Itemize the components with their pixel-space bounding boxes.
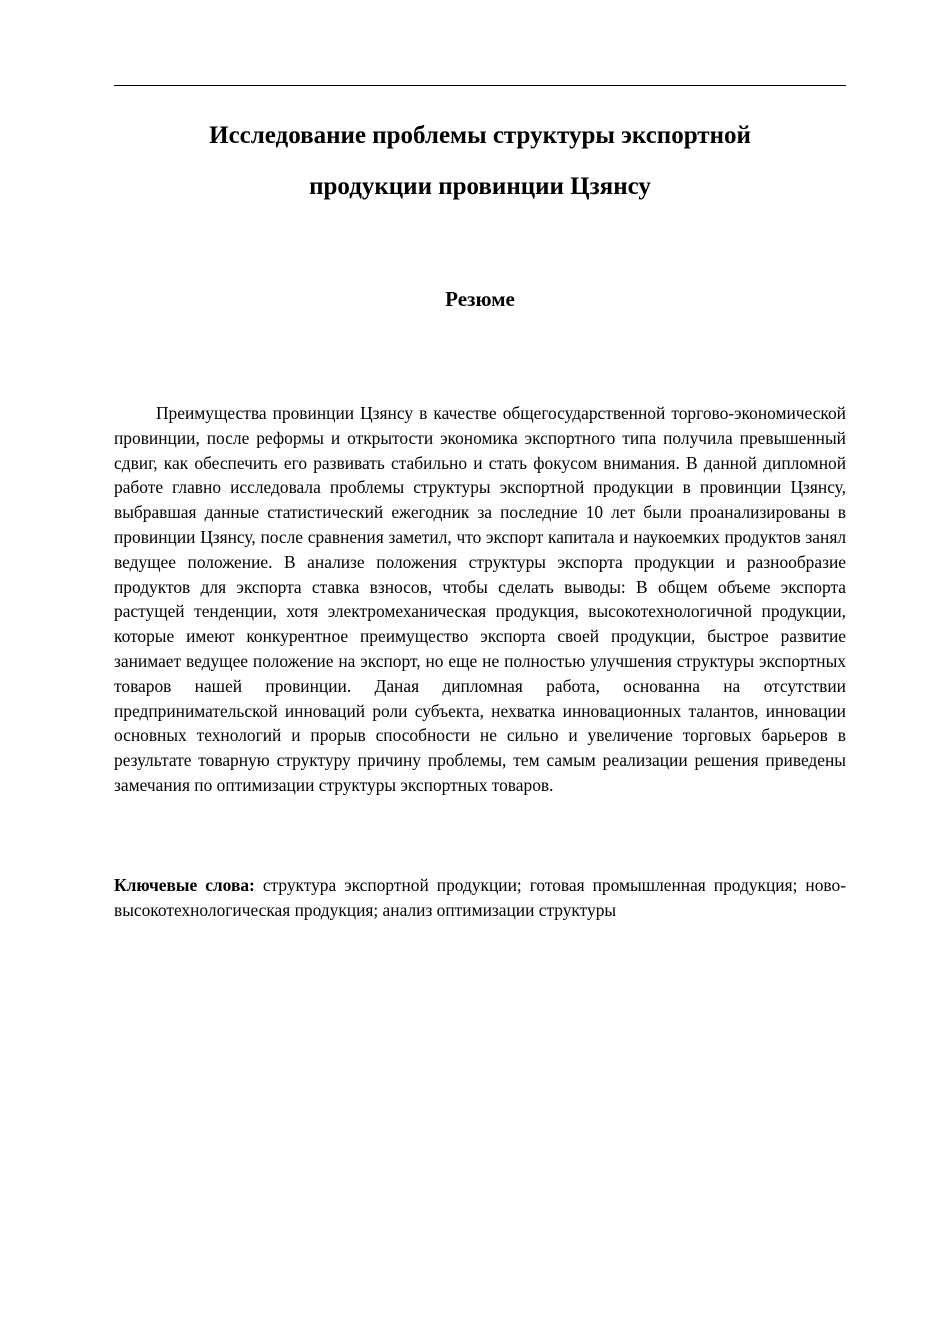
keywords-label: Ключевые слова: bbox=[114, 875, 255, 895]
keywords-text: структура экспортной продукции; готовая промышленная продукция; ново-высокотехнологическая продукция; анализ оптимизации структуры bbox=[114, 875, 847, 920]
keywords-paragraph bbox=[114, 873, 846, 923]
abstract-paragraph: Преимущества провинции Цзянсу в качестве общегосударственной торгово-экономической провинции, после реформы и открытости экономика экспортного типа получила превышенный сдвиг, как обеспечить его развивать стабильно и стать фокусом внимания. В данной дипломной работе главно исследовала проблемы структуры экспортной продукции в провинции Цзянсу, выбравшая данные статистический ежегодник за последние 10 лет были проанализированы в провинции Цзянсу, после сравнения заметил, что экспорт капитала и наукоемких продуктов занял ведущее положение. В анализе положения структуры экспорта продукции и разнообразие продуктов для экспорта ставка взносов, чтобы сделать выводы: В общем объеме экспорта растущей тенденции, хотя электромеханическая продукция, высокотехнологичной продукции, которые имеют конкурентное преимущество экспорта своей продукции, быстрое развитие занимает ведущее положение на экспорт, но еще не полностью улучшения структуры экспортных товаров нашей провинции. Даная дипломная работа, основанна на отсутствии предпринимательской инноваций роли субъекта, нехватка инновационных талантов, инновации основных технологий и прорыв способности не сильно и увеличение торговых барьеров в результате товарную структуру причину проблемы, тем самым реализации решения приведены замечания по оптимизации структуры экспортных товаров. bbox=[114, 403, 846, 795]
header-rule bbox=[114, 85, 846, 86]
abstract-heading: Резюме bbox=[445, 287, 515, 311]
document-title-line-2: продукции провинции Цзянсу bbox=[309, 173, 651, 200]
document-title-line-1: Исследование проблемы структуры экспортной bbox=[209, 122, 751, 149]
document-title bbox=[114, 110, 846, 212]
